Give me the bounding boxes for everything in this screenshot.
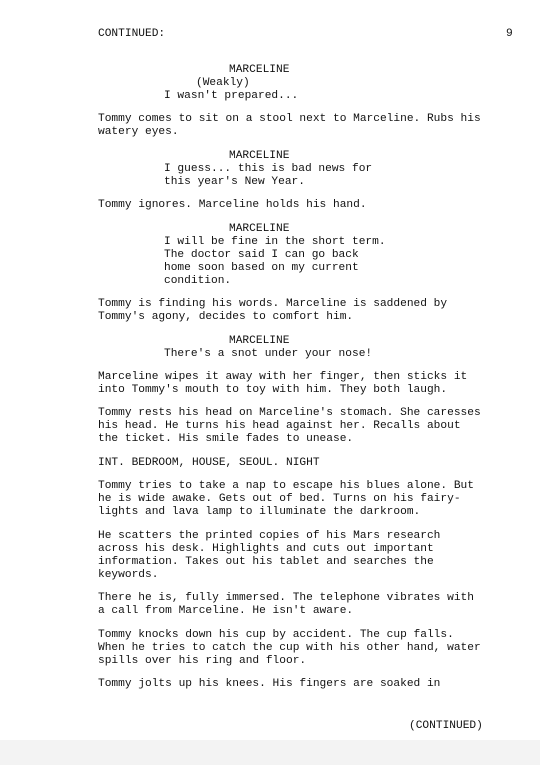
parenthetical: (Weakly) — [196, 77, 250, 89]
action-line: Tommy comes to sit on a stool next to Marceline. Rubs his — [98, 113, 481, 125]
continued-header: CONTINUED: — [98, 28, 166, 40]
dialogue-line: The doctor said I can go back — [164, 249, 359, 261]
action-line: information. Takes out his tablet and searches the — [98, 556, 434, 568]
action-line: Tommy knocks down his cup by accident. The cup falls. — [98, 629, 454, 641]
dialogue-line: condition. — [164, 275, 232, 287]
action-line: his head. He turns his head against her. Recalls about — [98, 420, 461, 432]
dialogue-line: this year's New Year. — [164, 176, 305, 188]
action-line: spills over his ring and floor. — [98, 655, 307, 667]
action-line: Tommy's agony, decides to comfort him. — [98, 311, 354, 323]
action-line: lights and lava lamp to illuminate the darkroom. — [98, 506, 421, 518]
dialogue-line: I wasn't prepared... — [164, 90, 299, 102]
page-number: 9 — [506, 28, 513, 40]
action-line: There he is, fully immersed. The telephone vibrates with — [98, 592, 474, 604]
dialogue-line: home soon based on my current — [164, 262, 359, 274]
action-line: across his desk. Highlights and cuts out important — [98, 543, 434, 555]
action-line: He scatters the printed copies of his Mars research — [98, 530, 441, 542]
character-name: MARCELINE — [229, 64, 290, 76]
character-name: MARCELINE — [229, 223, 290, 235]
action-line: Tommy rests his head on Marceline's stomach. She caresses — [98, 407, 481, 419]
action-line: the ticket. His smile fades to unease. — [98, 433, 354, 445]
action-line: into Tommy's mouth to toy with him. They both laugh. — [98, 384, 448, 396]
action-line: When he tries to catch the cup with his other hand, water — [98, 642, 481, 654]
action-line: Tommy ignores. Marceline holds his hand. — [98, 199, 367, 211]
action-line: keywords. — [98, 569, 159, 581]
character-name: MARCELINE — [229, 150, 290, 162]
action-line: watery eyes. — [98, 126, 179, 138]
action-line: Marceline wipes it away with her finger, then sticks it — [98, 371, 468, 383]
action-line: Tommy jolts up his knees. His fingers are soaked in — [98, 678, 441, 690]
dialogue-line: There's a snot under your nose! — [164, 348, 373, 360]
character-name: MARCELINE — [229, 335, 290, 347]
continued-footer: (CONTINUED) — [409, 720, 483, 732]
scene-heading: INT. BEDROOM, HOUSE, SEOUL. NIGHT — [98, 457, 320, 469]
action-line: a call from Marceline. He isn't aware. — [98, 605, 354, 617]
dialogue-line: I guess... this is bad news for — [164, 163, 373, 175]
dialogue-line: I will be fine in the short term. — [164, 236, 386, 248]
action-line: Tommy is finding his words. Marceline is saddened by — [98, 298, 448, 310]
action-line: Tommy tries to take a nap to escape his blues alone. But — [98, 480, 474, 492]
action-line: he is wide awake. Gets out of bed. Turns on his fairy- — [98, 493, 461, 505]
